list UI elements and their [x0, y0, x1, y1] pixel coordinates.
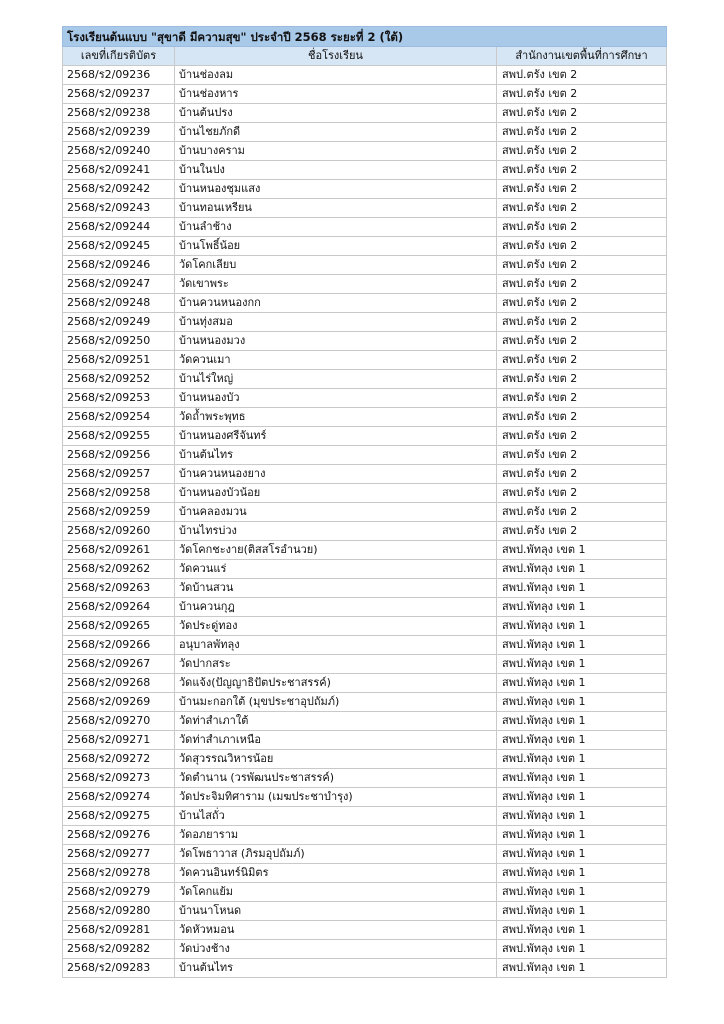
- education-office-cell: สพป.ตรัง เขต 2: [497, 180, 667, 199]
- education-office-cell: สพป.พัทลุง เขต 1: [497, 579, 667, 598]
- table-row: [63, 389, 667, 408]
- certificate-number-cell: 2568/ร2/09236: [63, 66, 175, 85]
- education-office-cell: สพป.พัทลุง เขต 1: [497, 940, 667, 959]
- table-row: [63, 712, 667, 731]
- table-row: [63, 750, 667, 769]
- table-row: [63, 655, 667, 674]
- school-name-cell: วัดโคกชะงาย(ติสสโรอำนวย): [175, 541, 497, 560]
- school-name-cell: บ้านควนหนองยาง: [175, 465, 497, 484]
- school-name-cell: วัดประจิมทิศาราม (เมฆประชาบำรุง): [175, 788, 497, 807]
- school-name-cell: บ้านนาโหนด: [175, 902, 497, 921]
- education-office-cell: สพป.ตรัง เขต 2: [497, 123, 667, 142]
- education-office-cell: สพป.ตรัง เขต 2: [497, 427, 667, 446]
- school-name-cell: วัดประดู่ทอง: [175, 617, 497, 636]
- certificate-number-cell: 2568/ร2/09259: [63, 503, 175, 522]
- table-row: [63, 503, 667, 522]
- certificate-number-cell: 2568/ร2/09277: [63, 845, 175, 864]
- education-office-cell: สพป.พัทลุง เขต 1: [497, 731, 667, 750]
- table-row: [63, 142, 667, 161]
- school-name-cell: บ้านช่องลม: [175, 66, 497, 85]
- table-row: [63, 940, 667, 959]
- school-name-cell: บ้านบางคราม: [175, 142, 497, 161]
- education-office-cell: สพป.ตรัง เขต 2: [497, 389, 667, 408]
- school-name-cell: วัดโคกแย้ม: [175, 883, 497, 902]
- education-office-cell: สพป.พัทลุง เขต 1: [497, 807, 667, 826]
- table-header-row: [63, 47, 667, 66]
- certificate-number-cell: 2568/ร2/09247: [63, 275, 175, 294]
- school-certificate-table: [62, 26, 667, 978]
- school-name-cell: บ้านต้นไทร: [175, 446, 497, 465]
- school-name-cell: บ้านหนองศรีจันทร์: [175, 427, 497, 446]
- table-row: [63, 579, 667, 598]
- school-name-cell: บ้านควนหนองกก: [175, 294, 497, 313]
- table-row: [63, 237, 667, 256]
- certificate-number-cell: 2568/ร2/09239: [63, 123, 175, 142]
- certificate-number-cell: 2568/ร2/09261: [63, 541, 175, 560]
- education-office-cell: สพป.ตรัง เขต 2: [497, 161, 667, 180]
- school-name-cell: บ้านหนองบัวน้อย: [175, 484, 497, 503]
- education-office-cell: สพป.ตรัง เขต 2: [497, 294, 667, 313]
- school-name-cell: อนุบาลพัทลุง: [175, 636, 497, 655]
- education-office-cell: สพป.พัทลุง เขต 1: [497, 636, 667, 655]
- education-office-cell: สพป.พัทลุง เขต 1: [497, 902, 667, 921]
- education-office-cell: สพป.ตรัง เขต 2: [497, 484, 667, 503]
- certificate-number-cell: 2568/ร2/09238: [63, 104, 175, 123]
- certificate-number-cell: 2568/ร2/09279: [63, 883, 175, 902]
- education-office-cell: สพป.ตรัง เขต 2: [497, 370, 667, 389]
- education-office-cell: สพป.พัทลุง เขต 1: [497, 959, 667, 978]
- school-name-cell: บ้านทอนเหรียน: [175, 199, 497, 218]
- table-row: [63, 484, 667, 503]
- table-row: [63, 845, 667, 864]
- certificate-number-cell: 2568/ร2/09244: [63, 218, 175, 237]
- certificate-number-cell: 2568/ร2/09254: [63, 408, 175, 427]
- certificate-number-cell: 2568/ร2/09240: [63, 142, 175, 161]
- school-name-cell: บ้านต้นปรง: [175, 104, 497, 123]
- certificate-number-cell: 2568/ร2/09269: [63, 693, 175, 712]
- school-name-cell: วัดสุวรรณวิหารน้อย: [175, 750, 497, 769]
- table-row: [63, 465, 667, 484]
- table-row: [63, 693, 667, 712]
- education-office-cell: สพป.พัทลุง เขต 1: [497, 541, 667, 560]
- school-name-cell: บ้านหนองมวง: [175, 332, 497, 351]
- table-row: [63, 560, 667, 579]
- certificate-number-cell: 2568/ร2/09257: [63, 465, 175, 484]
- school-name-cell: วัดบ้านสวน: [175, 579, 497, 598]
- education-office-cell: สพป.ตรัง เขต 2: [497, 199, 667, 218]
- certificate-number-cell: 2568/ร2/09270: [63, 712, 175, 731]
- certificate-number-cell: 2568/ร2/09242: [63, 180, 175, 199]
- table-row: [63, 85, 667, 104]
- certificate-number-cell: 2568/ร2/09282: [63, 940, 175, 959]
- education-office-cell: สพป.ตรัง เขต 2: [497, 237, 667, 256]
- school-name-cell: วัดโพธาวาส (ภิรมอุปถัมภ์): [175, 845, 497, 864]
- school-name-cell: บ้านหนองชุมแสง: [175, 180, 497, 199]
- header-school-name: ชื่อโรงเรียน: [175, 47, 497, 66]
- table-row: [63, 427, 667, 446]
- certificate-number-cell: 2568/ร2/09272: [63, 750, 175, 769]
- table-row: [63, 636, 667, 655]
- header-certificate-number: เลขที่เกียรติบัตร: [63, 47, 175, 66]
- certificate-number-cell: 2568/ร2/09275: [63, 807, 175, 826]
- table-row: [63, 256, 667, 275]
- table-row: [63, 123, 667, 142]
- education-office-cell: สพป.พัทลุง เขต 1: [497, 845, 667, 864]
- education-office-cell: สพป.ตรัง เขต 2: [497, 85, 667, 104]
- table-title: โรงเรียนต้นแบบ "สุขาดี มีความสุข" ประจำปี 2568 ระยะที่ 2 (ใต้): [63, 27, 667, 47]
- certificate-number-cell: 2568/ร2/09268: [63, 674, 175, 693]
- education-office-cell: สพป.พัทลุง เขต 1: [497, 617, 667, 636]
- certificate-number-cell: 2568/ร2/09263: [63, 579, 175, 598]
- table-row: [63, 351, 667, 370]
- school-name-cell: วัดหัวหมอน: [175, 921, 497, 940]
- education-office-cell: สพป.ตรัง เขต 2: [497, 142, 667, 161]
- table-row: [63, 66, 667, 85]
- education-office-cell: สพป.พัทลุง เขต 1: [497, 560, 667, 579]
- school-name-cell: บ้านไทรบ่วง: [175, 522, 497, 541]
- school-name-cell: บ้านต้นไทร: [175, 959, 497, 978]
- education-office-cell: สพป.พัทลุง เขต 1: [497, 655, 667, 674]
- school-name-cell: บ้านทุ่งสมอ: [175, 313, 497, 332]
- school-name-cell: วัดเขาพระ: [175, 275, 497, 294]
- certificate-number-cell: 2568/ร2/09237: [63, 85, 175, 104]
- education-office-cell: สพป.พัทลุง เขต 1: [497, 769, 667, 788]
- certificate-number-cell: 2568/ร2/09243: [63, 199, 175, 218]
- education-office-cell: สพป.ตรัง เขต 2: [497, 332, 667, 351]
- certificate-number-cell: 2568/ร2/09256: [63, 446, 175, 465]
- certificate-number-cell: 2568/ร2/09255: [63, 427, 175, 446]
- school-name-cell: บ้านหนองบัว: [175, 389, 497, 408]
- certificate-number-cell: 2568/ร2/09265: [63, 617, 175, 636]
- school-name-cell: วัดท่าสำเภาเหนือ: [175, 731, 497, 750]
- education-office-cell: สพป.ตรัง เขต 2: [497, 446, 667, 465]
- education-office-cell: สพป.ตรัง เขต 2: [497, 522, 667, 541]
- education-office-cell: สพป.ตรัง เขต 2: [497, 313, 667, 332]
- education-office-cell: สพป.ตรัง เขต 2: [497, 104, 667, 123]
- certificate-number-cell: 2568/ร2/09280: [63, 902, 175, 921]
- certificate-number-cell: 2568/ร2/09276: [63, 826, 175, 845]
- school-name-cell: วัดบ่วงช้าง: [175, 940, 497, 959]
- school-name-cell: บ้านลำช้าง: [175, 218, 497, 237]
- table-row: [63, 598, 667, 617]
- table-row: [63, 522, 667, 541]
- education-office-cell: สพป.ตรัง เขต 2: [497, 503, 667, 522]
- school-name-cell: บ้านช่องหาร: [175, 85, 497, 104]
- education-office-cell: สพป.ตรัง เขต 2: [497, 66, 667, 85]
- certificate-number-cell: 2568/ร2/09246: [63, 256, 175, 275]
- table-row: [63, 161, 667, 180]
- table-row: [63, 332, 667, 351]
- education-office-cell: สพป.พัทลุง เขต 1: [497, 864, 667, 883]
- table-row: [63, 769, 667, 788]
- education-office-cell: สพป.พัทลุง เขต 1: [497, 883, 667, 902]
- education-office-cell: สพป.พัทลุง เขต 1: [497, 826, 667, 845]
- school-name-cell: วัดควนเมา: [175, 351, 497, 370]
- school-name-cell: วัดปากสระ: [175, 655, 497, 674]
- table-row: [63, 826, 667, 845]
- table-row: [63, 617, 667, 636]
- school-name-cell: วัดควนแร่: [175, 560, 497, 579]
- school-name-cell: บ้านมะกอกใต้ (มุขประชาอุปถัมภ์): [175, 693, 497, 712]
- table-row: [63, 807, 667, 826]
- education-office-cell: สพป.ตรัง เขต 2: [497, 218, 667, 237]
- table-row: [63, 275, 667, 294]
- certificate-number-cell: 2568/ร2/09274: [63, 788, 175, 807]
- table-row: [63, 864, 667, 883]
- education-office-cell: สพป.พัทลุง เขต 1: [497, 598, 667, 617]
- school-name-cell: วัดควนอินทร์นิมิตร: [175, 864, 497, 883]
- education-office-cell: สพป.พัทลุง เขต 1: [497, 712, 667, 731]
- table-row: [63, 408, 667, 427]
- school-name-cell: บ้านคลองมวน: [175, 503, 497, 522]
- header-education-office: สำนักงานเขตพื้นที่การศึกษา: [497, 47, 667, 66]
- education-office-cell: สพป.ตรัง เขต 2: [497, 408, 667, 427]
- school-name-cell: บ้านในปง: [175, 161, 497, 180]
- table-row: [63, 674, 667, 693]
- school-name-cell: วัดอภยาราม: [175, 826, 497, 845]
- certificate-number-cell: 2568/ร2/09271: [63, 731, 175, 750]
- table-row: [63, 541, 667, 560]
- table-row: [63, 294, 667, 313]
- table-row: [63, 313, 667, 332]
- education-office-cell: สพป.พัทลุง เขต 1: [497, 921, 667, 940]
- certificate-number-cell: 2568/ร2/09262: [63, 560, 175, 579]
- table-row: [63, 370, 667, 389]
- table-body: [63, 66, 667, 978]
- education-office-cell: สพป.พัทลุง เขต 1: [497, 674, 667, 693]
- certificate-number-cell: 2568/ร2/09283: [63, 959, 175, 978]
- certificate-number-cell: 2568/ร2/09281: [63, 921, 175, 940]
- school-name-cell: บ้านไร่ใหญ่: [175, 370, 497, 389]
- certificate-number-cell: 2568/ร2/09248: [63, 294, 175, 313]
- education-office-cell: สพป.ตรัง เขต 2: [497, 256, 667, 275]
- education-office-cell: สพป.พัทลุง เขต 1: [497, 693, 667, 712]
- school-name-cell: วัดถ้ำพระพุทธ: [175, 408, 497, 427]
- certificate-number-cell: 2568/ร2/09273: [63, 769, 175, 788]
- certificate-number-cell: 2568/ร2/09266: [63, 636, 175, 655]
- certificate-number-cell: 2568/ร2/09264: [63, 598, 175, 617]
- certificate-number-cell: 2568/ร2/09253: [63, 389, 175, 408]
- table-row: [63, 180, 667, 199]
- table-row: [63, 883, 667, 902]
- school-name-cell: บ้านควนกุฎ: [175, 598, 497, 617]
- school-name-cell: บ้านโพธิ์น้อย: [175, 237, 497, 256]
- table-row: [63, 902, 667, 921]
- school-name-cell: บ้านไชยภักดี: [175, 123, 497, 142]
- certificate-number-cell: 2568/ร2/09252: [63, 370, 175, 389]
- certificate-number-cell: 2568/ร2/09267: [63, 655, 175, 674]
- table-title-row: [63, 27, 667, 47]
- table-row: [63, 218, 667, 237]
- school-name-cell: วัดตำนาน (วรพัฒนประชาสรรค์): [175, 769, 497, 788]
- certificate-number-cell: 2568/ร2/09241: [63, 161, 175, 180]
- school-name-cell: วัดโคกเลียบ: [175, 256, 497, 275]
- certificate-number-cell: 2568/ร2/09278: [63, 864, 175, 883]
- education-office-cell: สพป.ตรัง เขต 2: [497, 465, 667, 484]
- school-name-cell: บ้านไสถั่ว: [175, 807, 497, 826]
- table-row: [63, 446, 667, 465]
- table-row: [63, 731, 667, 750]
- table-row: [63, 959, 667, 978]
- school-name-cell: วัดแจ้ง(ปัญญาธิปัตประชาสรรค์): [175, 674, 497, 693]
- education-office-cell: สพป.พัทลุง เขต 1: [497, 750, 667, 769]
- education-office-cell: สพป.พัทลุง เขต 1: [497, 788, 667, 807]
- table-row: [63, 921, 667, 940]
- school-name-cell: วัดท่าสำเภาใต้: [175, 712, 497, 731]
- table-row: [63, 788, 667, 807]
- certificate-number-cell: 2568/ร2/09260: [63, 522, 175, 541]
- education-office-cell: สพป.ตรัง เขต 2: [497, 275, 667, 294]
- education-office-cell: สพป.ตรัง เขต 2: [497, 351, 667, 370]
- certificate-number-cell: 2568/ร2/09258: [63, 484, 175, 503]
- table-row: [63, 104, 667, 123]
- certificate-number-cell: 2568/ร2/09245: [63, 237, 175, 256]
- certificate-number-cell: 2568/ร2/09251: [63, 351, 175, 370]
- certificate-number-cell: 2568/ร2/09250: [63, 332, 175, 351]
- certificate-number-cell: 2568/ร2/09249: [63, 313, 175, 332]
- table-row: [63, 199, 667, 218]
